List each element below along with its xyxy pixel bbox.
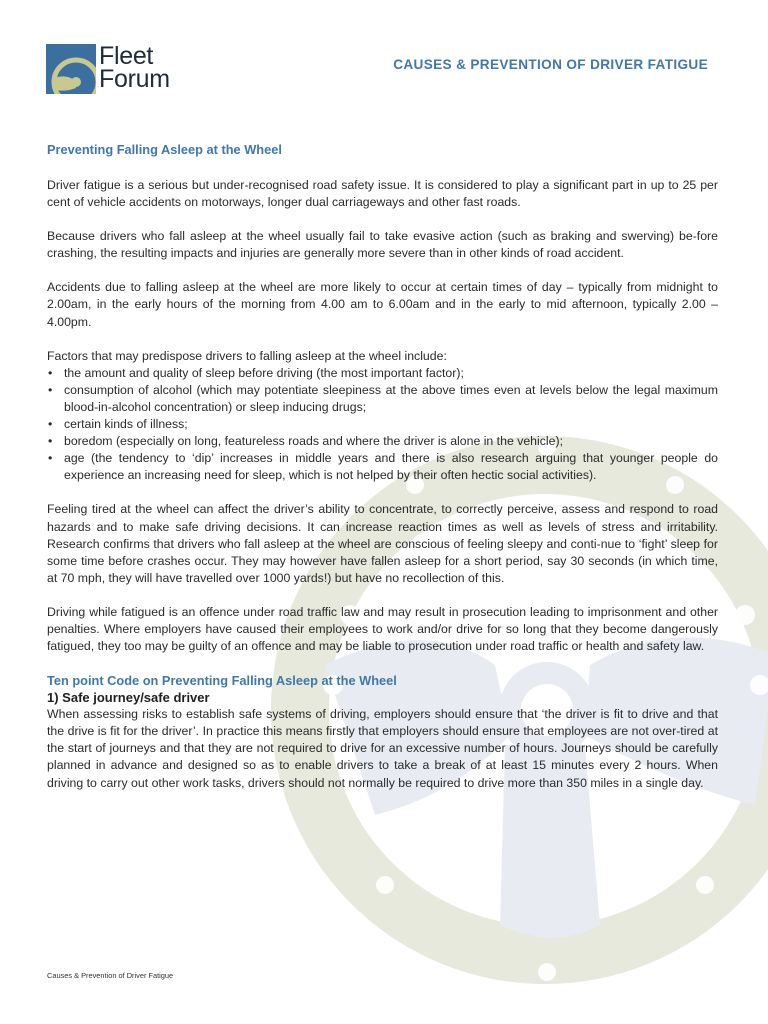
list-item <box>47 416 718 433</box>
paragraph-evasive-action: Because drivers who fall asleep at the wheel usually fail to take evasive action (such as braking and swerving) be-fore crashing, the resulting impacts and injuries are generally more severe than in other kinds of road accident. <box>47 229 718 261</box>
document-header-title: CAUSES & PREVENTION OF DRIVER FATIGUE <box>393 57 708 72</box>
logo-wordmark <box>99 42 170 93</box>
page-footer: Causes & Prevention of Driver Fatigue <box>47 971 174 980</box>
bullet-icon: • <box>48 417 53 432</box>
bullet-icon: • <box>48 451 53 466</box>
bullet-icon: • <box>48 382 53 397</box>
list-item-text: certain kinds of illness; <box>64 417 188 432</box>
main-content <box>47 141 718 792</box>
list-item <box>47 433 718 450</box>
list-item-text: age (the tendency to ‘dip’ increases in middle years and there is also research arguing that younger people do experience an increasing need for sleep, which is not helped by their often hectic social activities). <box>64 451 718 483</box>
section-heading-ten-point-code: Ten point Code on Preventing Falling Asleep at the Wheel <box>47 673 397 689</box>
paragraph-safe-journey: When assessing risks to establish safe systems of driving, employers should ensure that ‘the driver is fit to drive and that the drive is fit for the driver’. In practice this means firstly that employers should ensure that employees are not over-tired at the start of journeys and that they are not required to drive for an excessive number of hours. Journeys should be carefully planned in advance and designed so as to enable drivers to take a break of at least 15 minutes every 2 hours. When driving to carry out other work tasks, drivers should not normally be required to drive more than 350 miles in a single day. <box>47 707 718 790</box>
list-item-text: boredom (especially on long, featureless roads and where the driver is alone in the vehicle); <box>64 434 563 449</box>
logo-line-forum: Forum <box>99 65 170 93</box>
section-heading-preventing: Preventing Falling Asleep at the Wheel <box>47 142 282 157</box>
fleet-forum-logo <box>46 44 196 106</box>
factors-intro: Factors that may predispose drivers to falling asleep at the wheel include: <box>47 348 447 363</box>
steering-wheel-logo-icon <box>46 44 96 94</box>
paragraph-offence: Driving while fatigued is an offence under road traffic law and may result in prosecution leading to imprisonment and other penalties. Where employers have caused their employees to work and/or drive for so long that they become dangerously fatigued, they too may be guilty of an offence and may be liable to prosecution under road traffic or health and safety law. <box>47 604 718 654</box>
bullet-icon: • <box>48 434 53 449</box>
paragraph-intro: Driver fatigue is a serious but under-recognised road safety issue. It is considered to play a significant part in up to 25 per cent of vehicle accidents on motorways, longer dual carriageways and other fast roads. <box>47 178 718 210</box>
list-item <box>47 450 718 484</box>
list-item <box>47 365 718 382</box>
paragraph-feeling-tired: Feeling tired at the wheel can affect the driver’s ability to concentrate, to correctly perceive, assess and respond to road hazards and to make safe driving decisions. It can increase reaction times as well as levels of stress and irritability. Research confirms that drivers who fall asleep at the wheel are conscious of feeling sleepy and conti-nue to ‘fight’ sleep for some time before crashes occur. They may however have fallen asleep for a short period, say 30 seconds (in which time, at 70 mph, they will have travelled over 1000 yards!) but have no recollection of this. <box>47 502 718 585</box>
paragraph-times-of-day: Accidents due to falling asleep at the wheel are more likely to occur at certain times of day – typically from midnight to 2.00am, in the early hours of the morning from 4.00 am to 6.00am and in the early to mid afternoon, typically 2.00 – 4.00pm. <box>47 280 718 329</box>
bullet-icon: • <box>48 365 53 380</box>
list-item-text: the amount and quality of sleep before driving (the most important factor); <box>64 365 464 380</box>
list-item <box>47 382 718 416</box>
list-item-text: consumption of alcohol (which may potentiate sleepiness at the above times even at levels below the legal maximum blood-in-alcohol concentration) or sleep inducing drugs; <box>64 382 718 414</box>
logo-line-fleet: Fleet <box>99 42 154 70</box>
factors-list <box>47 365 718 485</box>
subheading-safe-journey: 1) Safe journey/safe driver <box>47 690 210 706</box>
